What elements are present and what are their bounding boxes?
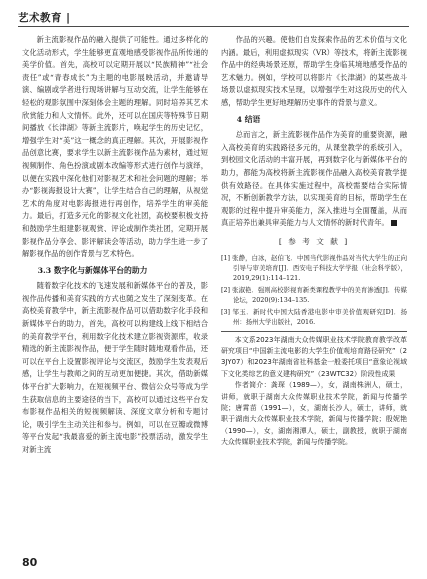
author-bio: 作者简介：龚琛（1989—），女，湖南株洲人，硕士，讲师，就职于湖南大众传媒职业技术学院，新闻与传播学院；唐霄苗（1991—），女，湖南长沙人，硕士，讲师，就职于湖南大众传媒职业技术学院，新闻与传播学院；殷妮艳（1990—），女，湖南湘潭人，硕士，副教授，就职于湖南大众传媒职业技术学院，新闻与传播学院。 (221, 381, 407, 447)
end-mark-icon (391, 220, 397, 226)
left-column (22, 34, 208, 457)
journal-header (18, 10, 71, 25)
journal-name: 艺术教育 (18, 12, 62, 24)
conclusion-text: 总而言之，新主流影视作品作为美育的重要资源，融入高校美育的实践路径多元的，从课堂教学的系统引入，到校园文化活动的丰富开展，再到数字化与新媒体平台的助力，都能为高校将新主流影视作品融入高校美育教学提供有效路径。在具体实施过程中，高校需要结合实际情况，不断创新教学方法，以实现美育的目标，帮助学生在观影的过程中提升审美能力，深入推进与全面覆盖，从而真正培养出兼具审美能力与人文情怀的新时代青年。 (221, 130, 407, 228)
left-paragraph-2: 随着数字化技术的飞速发展和新媒体平台的普及，影视作品传播和美育实践的方式也随之发生了深刻变革。在高校美育教学中，新主流影视作品可以借助数字化手段和新媒体平台的助力，首先，高校可以构建线上线下相结合的美育教学平台，利用数字化技术建立影视资源库，收录精选的新主流影视作品，便于学生随时随地观看作品，还可以在平台上设置影视评论与交流区，鼓励学生发表观后感，让学生与教师之间的互动更加便捷。其次，借助新媒体平台扩大影响力，在短视频平台、微信公众号等成为学生获取信息的主要途径的当下，高校可以通过这些平台发布影视作品相关的短视频解读、深度文章分析和专题讨论，吸引学生主动关注和参与。例如，可以在豆瓣或微博等平台发起“我最喜爱的新主流电影”投票活动，激发学生对新主流 (22, 281, 208, 454)
reference-item-1: [1] 张静，白冰，赵伯飞．中国当代影视作品对当代大学生的正向引导与审美培育[J]．西安电子科技大学学报（社会科学版），2019,29(1):114–121. (221, 253, 407, 282)
note-divider (221, 331, 407, 332)
reference-item-3: [3] 邹玉．新时代中国大陆香港电影中审美价值观研究[D]．扬州：扬州大学出版社，2016. (221, 307, 407, 326)
header-rule (18, 26, 409, 27)
section-heading-3-3: 3.3 数字化与新媒体平台的助力 (37, 265, 148, 275)
journal-mark: | (62, 12, 71, 24)
conclusion-heading: 4 结语 (236, 114, 261, 124)
left-paragraph-1: 新主流影视作品的融入提供了可能性。通过多样化的文化活动形式，学生能够更直观地感受影视作品所传递的美学价值。首先，高校可以定期开展以“民族精神”“社会责任”或“青春成长”为主题的电影展映活动，并邀请导演、编剧或学者进行现场讲解与互动交流，让学生能够在轻松的观影氛围中深刻体会主题的理解。同时培养其艺术欣赏能力和人文情怀。此外，还可以在国庆等特殊节日期间播放《长津湖》等新主流影片，唤起学生的历史记忆，增强学生对“美”这一概念的真正理解。其次，开展影视作品创意比赛，要求学生以新主流影视作品为素材，通过短视频制作、角色扮演或剧本改编等形式进行创作与演绎，以便在实践中深化他们对影视艺术和社会问题的理解；举办“影视海报设计大赛”，让学生结合自己的理解，从视觉艺术的角度对电影海报进行再创作，培养学生的审美能力。最后，打造多元化的影视文化社团，高校要积极支持和鼓励学生组建影视观赏、评论或制作类社团，定期开展影视作品分享会、影评解读会等活动，助力学生进一步了解影视作品的创作背景与艺术特色。 (22, 35, 208, 259)
right-paragraph-1: 作品的兴趣。使他们自发探索作品的艺术价值与文化内涵。最后，利用虚拟现实（VR）等技术，将新主流影视作品中的经典场景还原，帮助学生身临其境地感受作品的艺术魅力。例如，学校可以将影片《长津湖》的某些战斗场景以虚拟现实技术呈现，以增强学生对这段历史的代入感，帮助学生更好地理解历史事件的背景与意义。 (221, 35, 407, 107)
right-column (221, 34, 407, 449)
page-number: 80 (22, 556, 38, 569)
fund-and-author-note (221, 331, 407, 449)
references-title: [ 参 考 文 献 ] (278, 236, 350, 246)
reference-item-2: [2] 张淑艳．强则高校影视育新类课程教学中的美育渗透[J]．传媒论坛，2020(9):134–135. (221, 285, 407, 304)
fund-note: 本文系2023年湖南大众传媒职业技术学院教育教学改革研究项目“中国新主流电影的大学生价值观培育路径研究”（23JY07）和2023年湖南省社科基金一般委托项目“意象论视域下文化类综艺的意义建构研究”（23WTC32）阶段性成果 (221, 335, 407, 378)
conclusion-paragraph (221, 129, 407, 230)
